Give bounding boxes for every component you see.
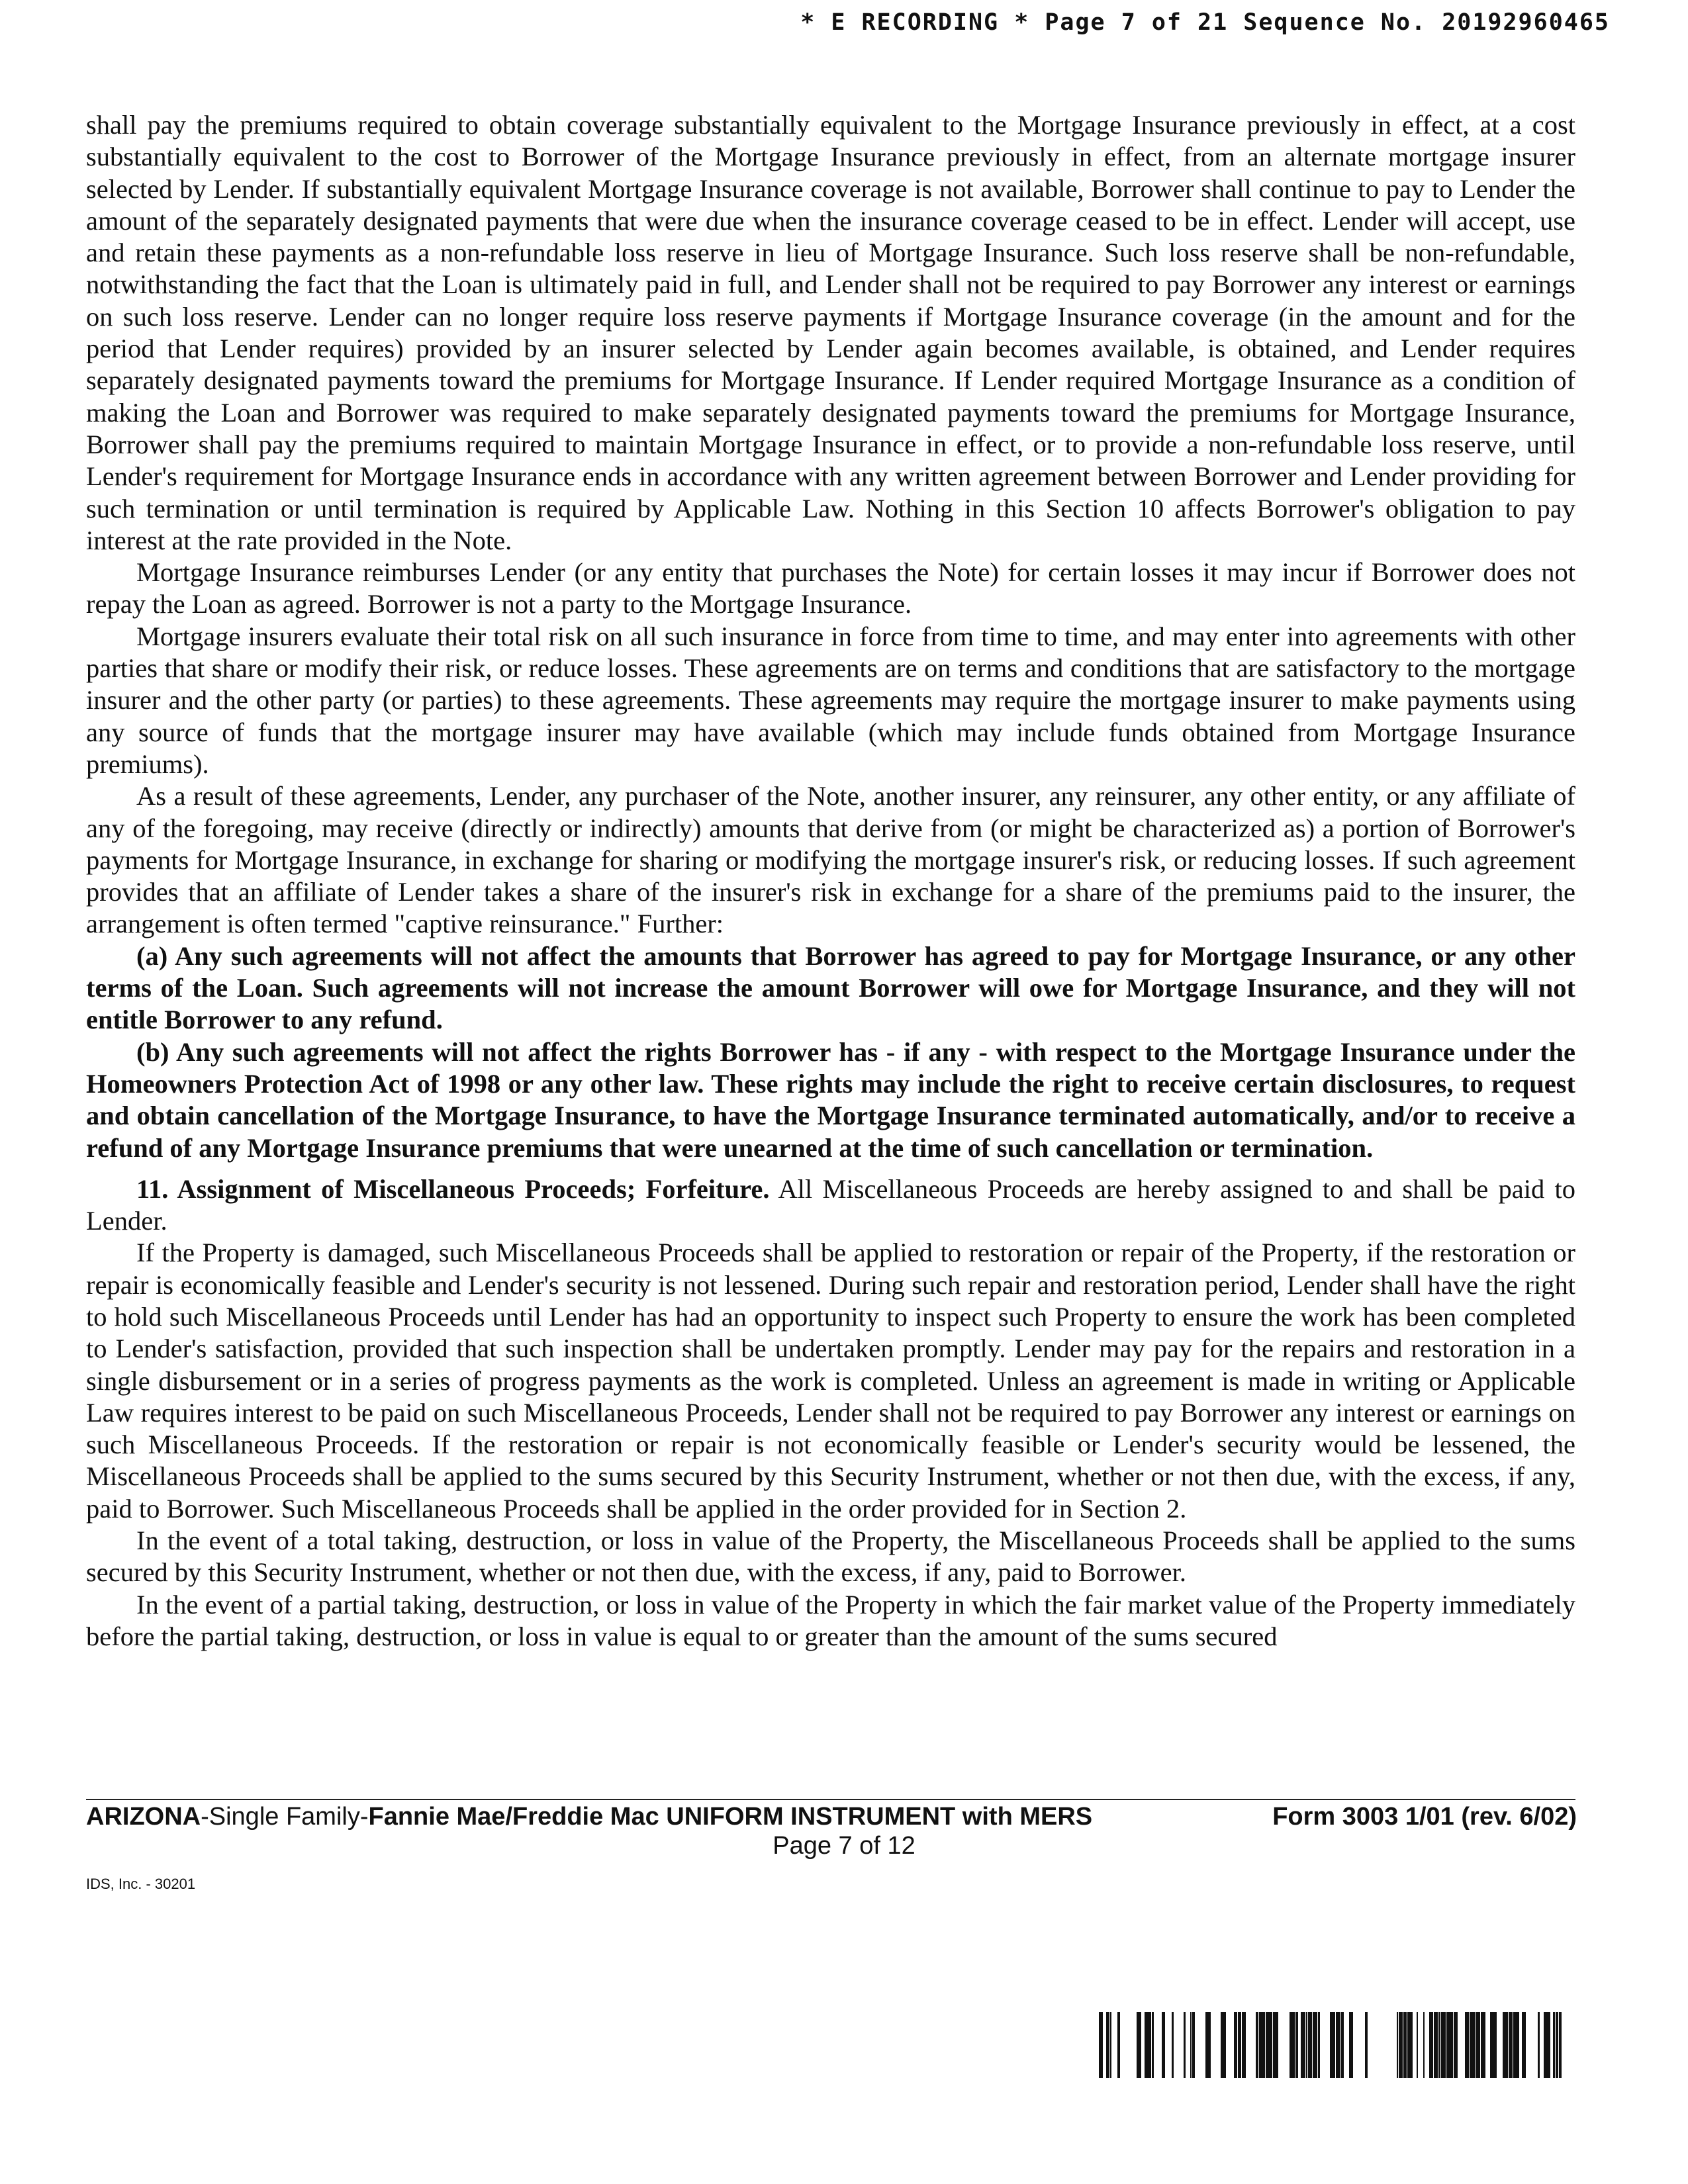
barcode-bar — [1522, 2012, 1526, 2078]
footer-divider — [86, 1799, 1575, 1800]
paragraph-clause-a: (a) Any such agreements will not affect the amounts that Borrower has agreed to pay for Mortgage Insurance, or any other terms of the Loan. Such agreements will not increase the amount Borrower will owe for Mortgage Insurance, and they will not entitle Borrower to any refund. — [86, 940, 1575, 1035]
barcode-bar — [1117, 2012, 1120, 2078]
barcode-bar — [1172, 2012, 1174, 2078]
barcode-bar — [1454, 2012, 1458, 2078]
barcode-bar — [1313, 2012, 1317, 2078]
paragraph-property-damaged: If the Property is damaged, such Miscellaneous Proceeds shall be applied to restoration or repair of the Property, if the restoration or repair is economically feasible and Lender's security is not lessened. During such repair and restoration period, Lender shall have the right to hold such Miscellaneous Proceeds until Lender has had an opportunity to inspect such Property to ensure the work has been completed to Lender's satisfaction, provided that such inspection shall be undertaken promptly. Lender may pay for the repairs and restoration in a single disbursement or in a series of progress payments as the work is completed. Unless an agreement is made in writing or Applicable Law requires interest to be paid on such Miscellaneous Proceeds, Lender shall not be required to pay Borrower any interest or earnings on such Miscellaneous Proceeds. If the restoration or repair is not economically feasible or Lender's security would be lessened, the Miscellaneous Proceeds shall be applied to the sums secured by this Security Instrument, whether or not then due, with the excess, if any, paid to Borrower. Such Miscellaneous Proceeds shall be applied in the order provided for in Section 2. — [86, 1238, 1575, 1524]
barcode-bar — [1397, 2012, 1398, 2078]
barcode-bar — [1538, 2012, 1540, 2078]
barcode-bar — [1403, 2012, 1407, 2078]
footer-ids-code: IDS, Inc. - 30201 — [86, 1876, 196, 1892]
barcode-bar — [1423, 2012, 1425, 2078]
recording-header: * E RECORDING * Page 7 of 21 Sequence No. 20192960465 — [800, 9, 1610, 36]
paragraph-result-of-agreements: As a result of these agreements, Lender, any purchaser of the Note, another insurer, any reinsurer, any other entity, or any affiliate of any of the foregoing, may receive (directly or indirectly) amounts that derive from (or might be characterized as) a portion of Borrower's payments for Mortgage Insurance, in exchange for sharing or modifying the mortgage insurer's risk, or reducing losses. If such agreement provides that an affiliate of Lender takes a share of the insurer's risk in exchange for a share of the premiums paid to the insurer, the arrangement is often termed "captive reinsurance." Further: — [86, 781, 1575, 939]
barcode-bar — [1099, 2012, 1103, 2078]
barcode-bar — [1259, 2012, 1265, 2078]
barcode-bar — [1490, 2012, 1497, 2078]
section-11-paragraph — [86, 1173, 1575, 1238]
barcode-bar — [1513, 2012, 1519, 2078]
barcode-bar — [1295, 2012, 1298, 2078]
barcode-bar — [1190, 2012, 1192, 2078]
section-11-title: 11. Assignment of Miscellaneous Proceeds; Forfeiture. — [136, 1173, 770, 1204]
barcode-bar — [1205, 2012, 1211, 2078]
footer-page-number: Page 7 of 12 — [773, 1832, 915, 1860]
barcode-bar — [1399, 2012, 1403, 2078]
barcode-bar — [1441, 2012, 1446, 2078]
barcode-bar — [1470, 2012, 1476, 2078]
barcode-bar — [1438, 2012, 1440, 2078]
barcode-bar — [1266, 2012, 1272, 2078]
barcode-bar — [1544, 2012, 1550, 2078]
paragraph-premiums-continuation: shall pay the premiums required to obtain coverage substantially equivalent to the Mortgage Insurance previously in effect, at a cost substantially equivalent to the cost to Borrower of the Mortgage Insurance previously in effect, from an alternate mortgage insurer selected by Lender. If substantially equivalent Mortgage Insurance coverage is not available, Borrower shall continue to pay to Lender the amount of the separately designated payments that were due when the insurance coverage ceased to be in effect. Lender will accept, use and retain these payments as a non-refundable loss reserve in lieu of Mortgage Insurance. Such loss reserve shall be non-refundable, notwithstanding the fact that the Loan is ultimately paid in full, and Lender shall not be required to pay Borrower any interest or earnings on such loss reserve. Lender can no longer require loss reserve payments if Mortgage Insurance coverage (in the amount and for the period that Lender requires) provided by an insurer selected by Lender again becomes available, is obtained, and Lender requires separately designated payments toward the premiums for Mortgage Insurance. If Lender required Mortgage Insurance as a condition of making the Loan and Borrower was required to make separately designated payments toward the premiums for Mortgage Insurance, Borrower shall pay the premiums required to maintain Mortgage Insurance in effect, or to provide a non-refundable loss reserve, until Lender's requirement for Mortgage Insurance ends in accordance with any written agreement between Borrower and Lender providing for such termination or until termination is required by Applicable Law. Nothing in this Section 10 affects Borrower's obligation to pay interest at the rate provided in the Note. — [86, 110, 1575, 555]
barcode-bar — [1162, 2012, 1165, 2078]
footer-state: ARIZONA — [86, 1803, 201, 1831]
barcode-bar — [1330, 2012, 1335, 2078]
barcode-bar — [1465, 2012, 1469, 2078]
barcode-bar — [1336, 2012, 1340, 2078]
barcode-bar — [1192, 2012, 1195, 2078]
barcode-bar — [1110, 2012, 1111, 2078]
barcode-bar — [1289, 2012, 1295, 2078]
barcode-bar — [1476, 2012, 1480, 2078]
paragraph-partial-taking: In the event of a partial taking, destruction, or loss in value of the Property in which the fair market value of the Property immediately before the partial taking, destruction, or loss in value is equal to or greater than the amount of the sums secured — [86, 1589, 1575, 1651]
barcode — [1099, 2012, 1569, 2078]
barcode-bar — [1238, 2012, 1241, 2078]
barcode-bar — [1273, 2012, 1278, 2078]
barcode-bar — [1407, 2012, 1413, 2078]
barcode-bar — [1503, 2012, 1508, 2078]
barcode-bar — [1559, 2012, 1562, 2078]
barcode-bar — [1365, 2012, 1368, 2078]
paragraph-mortgage-insurance-reimburses: Mortgage Insurance reimburses Lender (or any entity that purchases the Note) for certain losses it may incur if Borrower does not repay the Loan as agreed. Borrower is not a party to the Mortgage Insurance. — [86, 557, 1575, 619]
barcode-bar — [1429, 2012, 1433, 2078]
paragraph-mortgage-insurers-evaluate: Mortgage insurers evaluate their total risk on all such insurance in force from time to time, and may enter into agreements with other parties that share or modify their risk, or reduce losses. These agreements are on terms and conditions that are satisfactory to the mortgage insurer and the other party (or parties) to these agreements. These agreements may require the mortgage insurer to make payments using any source of funds that the mortgage insurer may have available (which may include funds obtained from Mortgage Insurance premiums). — [86, 621, 1575, 779]
barcode-bar — [1234, 2012, 1237, 2078]
barcode-bar — [1556, 2012, 1558, 2078]
barcode-bar — [1434, 2012, 1438, 2078]
barcode-bar — [1137, 2012, 1141, 2078]
barcode-bar — [1184, 2012, 1186, 2078]
barcode-bar — [1349, 2012, 1353, 2078]
footer-form-title — [86, 1803, 1092, 1831]
barcode-bar — [1221, 2012, 1226, 2078]
footer-instrument: Fannie Mae/Freddie Mac UNIFORM INSTRUMENT with MERS — [368, 1803, 1093, 1831]
barcode-bar — [1341, 2012, 1344, 2078]
paragraph-clause-b: (b) Any such agreements will not affect the rights Borrower has - if any - with respect to the Mortgage Insurance under the Homeowners Protection Act of 1998 or any other law. These rights may include the right to receive certain disclosures, to request and obtain cancellation of the Mortgage Insurance, to have the Mortgage Insurance terminated automatically, and/or to receive a refund of any Mortgage Insurance premiums that were unearned at the time of such cancellation or termination. — [86, 1036, 1575, 1163]
barcode-bar — [1553, 2012, 1555, 2078]
barcode-bar — [1152, 2012, 1154, 2078]
barcode-bar — [1256, 2012, 1258, 2078]
barcode-bar — [1106, 2012, 1109, 2078]
barcode-bar — [1446, 2012, 1453, 2078]
document-body — [86, 109, 1575, 1653]
barcode-bar — [1417, 2012, 1418, 2078]
barcode-bar — [1145, 2012, 1151, 2078]
barcode-bar — [1306, 2012, 1307, 2078]
barcode-bar — [1242, 2012, 1246, 2078]
section-11-text: All Miscellaneous Proceeds are hereby assigned to and shall be paid to Lender. — [86, 1173, 1575, 1236]
barcode-bar — [1308, 2012, 1312, 2078]
footer-form-number: Form 3003 1/01 (rev. 6/02) — [1272, 1803, 1577, 1831]
barcode-bar — [1318, 2012, 1320, 2078]
barcode-bar — [1301, 2012, 1305, 2078]
barcode-bar — [1481, 2012, 1485, 2078]
barcode-bar — [1509, 2012, 1513, 2078]
footer-family: -Single Family- — [201, 1803, 369, 1831]
paragraph-total-taking: In the event of a total taking, destruction, or loss in value of the Property, the Miscellaneous Proceeds shall be applied to the sums secured by this Security Instrument, whether or not then due, with the excess, if any, paid to Borrower. — [86, 1525, 1575, 1588]
